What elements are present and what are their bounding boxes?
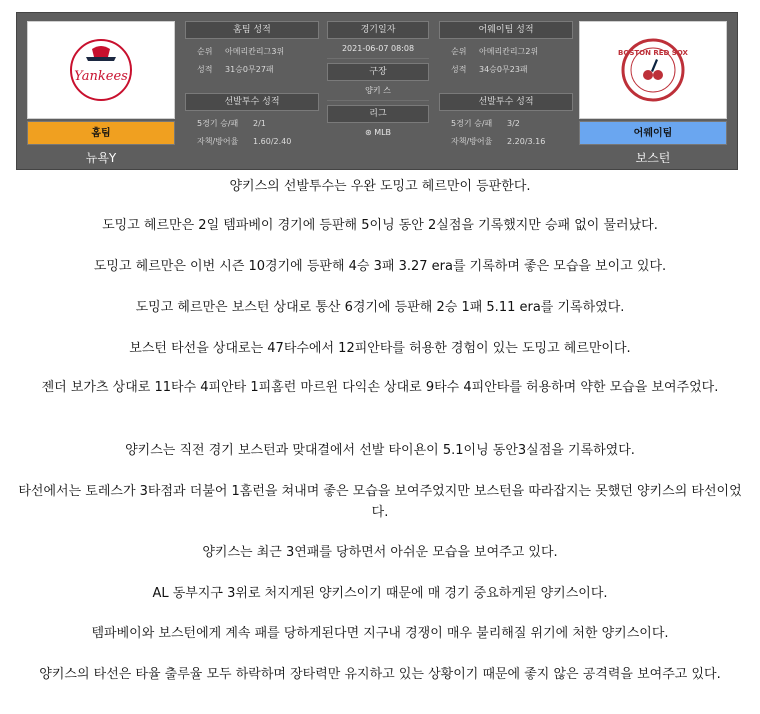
article-paragraph: 양키스의 타선은 타율 출루율 모두 하락하며 장타력만 유지하고 있는 상황이기 때문에 좋지 않은 공격력을 보여주고 있다.: [39, 667, 721, 682]
red-sox-logo-icon: [618, 35, 688, 105]
article-paragraph: 양키스는 직전 경기 보스턴과 맞대결에서 선발 타이욘이 5.1이닝 동안3실점을 기록하였다.: [125, 443, 635, 458]
article-paragraph: 도밍고 헤르만은 이번 시즌 10경기에 등판해 4승 3패 3.27 era를 기록하며 좋은 모습을 보이고 있다.: [93, 259, 667, 274]
league-header: 리그: [327, 105, 429, 123]
away-team-logo-box: [579, 21, 727, 119]
away-pitcher-header: 선발투수 성적: [439, 93, 573, 111]
home-team-logo-box: [27, 21, 175, 119]
away-rank-line: 순위 아메리칸리그2위: [451, 47, 539, 56]
away-team-tag: 어웨이팀: [579, 121, 727, 145]
home-team-name: 뉴욕Y: [85, 151, 117, 165]
article-paragraph: 보스턴 타선을 상대로는 47타수에서 12피안타를 허용한 경험이 있는 도밍고 헤르만이다.: [129, 341, 631, 356]
home-pitcher-era-line: 자책/방어율 1.60/2.40: [197, 137, 292, 146]
svg-text:Yankees: Yankees: [74, 69, 128, 84]
article-paragraph: 젠더 보가츠 상대로 11타수 4피안타 1피홈런 마르윈 다익손 상대로 9타수 4피안타를 허용하며 약한 모습을 보여주었다.: [41, 380, 719, 395]
match-venue: 양키 스: [327, 81, 429, 101]
article-paragraph: AL 동부지구 3위로 처지게된 양키스이기 때문에 매 경기 중요하게된 양키스이다.: [152, 586, 608, 601]
home-rank-line: 순위 아메리칸리그3위: [197, 47, 285, 56]
date-header: 경기일자: [327, 21, 429, 39]
away-record-line: 성적 34승0무23패: [451, 65, 528, 74]
home-stats-header: 홈팀 성적: [185, 21, 319, 39]
away-pitcher-era-line: 자책/방어율 2.20/3.16: [451, 137, 546, 146]
match-league: ⊛ MLB: [364, 128, 392, 137]
away-stats-column: [439, 21, 573, 151]
home-stats-column: [185, 21, 319, 151]
away-pitcher-wl-line: 5경기 승/패 3/2: [451, 119, 520, 128]
article-paragraph: 도밍고 헤르만은 보스턴 상대로 통산 6경기에 등판해 2승 1패 5.11 era를 기록하였다.: [135, 300, 625, 315]
mlb-icon: ⊛: [364, 128, 372, 137]
home-team-tag: 홈팀: [27, 121, 175, 145]
home-pitcher-wl-line: 5경기 승/패 2/1: [197, 119, 266, 128]
yankees-logo-icon: [66, 35, 136, 105]
match-date: 2021-06-07 08:08: [327, 39, 429, 59]
match-info-panel: [16, 12, 738, 170]
away-stats-header: 어웨이팀 성적: [439, 21, 573, 39]
away-team-name: 보스턴: [635, 151, 671, 165]
match-details-column: [327, 21, 429, 142]
article-paragraph: 타선에서는 토레스가 3타점과 더불어 1홈런을 쳐내며 좋은 모습을 보여주었지만 보스턴을 따라잡지는 못했던 양키스의 타선이었다.: [18, 484, 742, 520]
venue-header: 구장: [327, 63, 429, 81]
article-paragraph: 양키스의 선발투수는 우완 도밍고 헤르만이 등판한다.: [229, 179, 531, 194]
home-pitcher-header: 선발투수 성적: [185, 93, 319, 111]
home-record-line: 성적 31승0무27패: [197, 65, 274, 74]
article-paragraph: 양키스는 최근 3연패를 당하면서 아쉬운 모습을 보여주고 있다.: [202, 545, 558, 560]
article-paragraph: 도밍고 헤르만은 2일 템파베이 경기에 등판해 5이닝 동안 2실점을 기록했지만 승패 없이 물러났다.: [102, 218, 658, 233]
svg-text:BOSTON RED SOX: BOSTON RED SOX: [618, 49, 688, 57]
article-paragraph: 템파베이와 보스턴에게 계속 패를 당하게된다면 지구내 경쟁이 매우 불리해질 위기에 처한 양키스이다.: [91, 626, 669, 641]
